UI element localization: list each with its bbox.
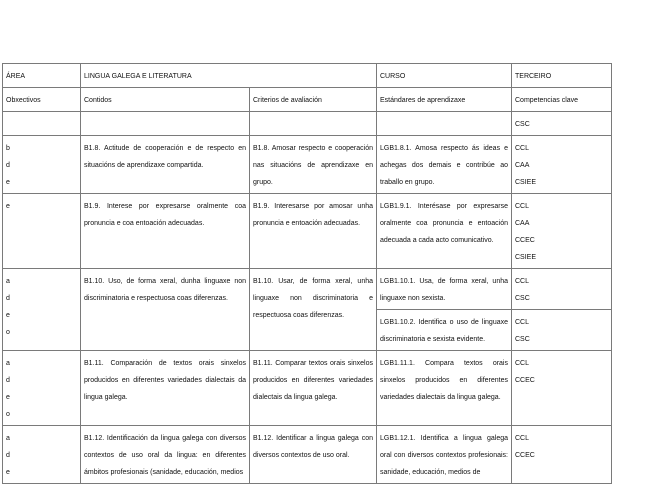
area-label: ÁREA	[3, 64, 81, 88]
obxectivo-letter: e	[6, 394, 10, 401]
table-row	[3, 351, 612, 426]
rows-body	[3, 136, 612, 484]
column-header-row	[3, 88, 612, 112]
estandar-cell: LGB1.10.2. Identifica o uso de linguaxe discriminatoria e sexista evidente.	[377, 310, 512, 351]
obxectivo-letter: o	[6, 411, 10, 418]
criterios-cell: B1.8. Amosar respecto e cooperación nas situacións de aprendizaxe en grupo.	[250, 136, 377, 194]
obxectivo-letter: e	[6, 203, 10, 210]
table-row	[3, 426, 612, 484]
obxectivos-cell	[3, 351, 81, 426]
estandar-cell: LGB1.8.1. Amosa respecto ás ideas e achegas dos demais e contribúe ao traballo en grupo.	[377, 136, 512, 194]
competencias-cell	[512, 136, 612, 194]
competencia-code: CAA	[515, 162, 530, 169]
competencias-cell	[512, 269, 612, 310]
contidos-cell: B1.11. Comparación de textos orais sinxelos producidos en diferentes variedades dialectais da lingua galega.	[81, 351, 250, 426]
contidos-cell: B1.10. Uso, de forma xeral, dunha linguaxe non discriminatoria e respectuosa coas diferenzas.	[81, 269, 250, 351]
obxectivos-cell	[3, 269, 81, 351]
competencia-code: CCL	[515, 203, 530, 210]
obxectivo-letter: e	[6, 312, 10, 319]
obxectivo-letter: a	[6, 360, 10, 367]
top-row	[3, 112, 612, 136]
competencia-code: CCL	[515, 319, 530, 326]
area-value: LINGUA GALEGA E LITERATURA	[81, 64, 377, 88]
competencia-code: CSC	[515, 295, 530, 302]
obxectivo-letter: a	[6, 278, 10, 285]
competencias-cell	[512, 351, 612, 426]
curriculum-table	[2, 63, 612, 484]
contidos-cell: B1.12. Identificación da lingua galega con diversos contextos de uso oral da lingua: en diferentes ámbitos profesionais (sanidade, educación, medios	[81, 426, 250, 484]
table-row	[3, 194, 612, 269]
contidos-cell: B1.8. Actitude de cooperación e de respecto en situacións de aprendizaxe compartida.	[81, 136, 250, 194]
estandar-cell: LGB1.12.1. Identifica a lingua galega oral con diversos contextos profesionais: sanidade, educación, medios de	[377, 426, 512, 484]
competencia-code: CCEC	[515, 237, 535, 244]
contidos-cell: B1.9. Interese por expresarse oralmente coa pronuncia e coa entoación adecuadas.	[81, 194, 250, 269]
col-contidos: Contidos	[81, 88, 250, 112]
top-competencias: CSC	[512, 112, 612, 136]
col-competencias: Competencias clave	[512, 88, 612, 112]
estandar-cell: LGB1.11.1. Compara textos orais sinxelos producidos en diferentes variedades dialectais da lingua galega.	[377, 351, 512, 426]
obxectivos-cell	[3, 136, 81, 194]
competencia-code: CCEC	[515, 452, 535, 459]
obxectivos-cell	[3, 426, 81, 484]
criterios-cell: B1.9. Interesarse por amosar unha pronuncia e entoación adecuadas.	[250, 194, 377, 269]
col-obxectivos: Obxectivos	[3, 88, 81, 112]
competencia-code: CSC	[515, 336, 530, 343]
obxectivo-letter: d	[6, 162, 10, 169]
competencias-cell	[512, 194, 612, 269]
criterios-cell: B1.11. Comparar textos orais sinxelos producidos en diferentes variedades dialectais da lingua galega.	[250, 351, 377, 426]
curso-value: TERCEIRO	[512, 64, 612, 88]
competencia-code: CCL	[515, 278, 530, 285]
col-estandares: Estándares de aprendizaxe	[377, 88, 512, 112]
competencia-code: CSIEE	[515, 179, 537, 186]
obxectivo-letter: d	[6, 295, 10, 302]
curso-label: CURSO	[377, 64, 512, 88]
header-row	[3, 64, 612, 88]
obxectivo-letter: a	[6, 435, 10, 442]
obxectivo-letter: d	[6, 377, 10, 384]
competencia-code: CCEC	[515, 377, 535, 384]
competencias-cell	[512, 426, 612, 484]
estandar-cell: LGB1.9.1. Interésase por expresarse oralmente coa pronuncia e entoación adecuada a cada acto comunicativo.	[377, 194, 512, 269]
competencias-cell	[512, 310, 612, 351]
obxectivo-letter: e	[6, 469, 10, 476]
competencia-code: CCL	[515, 145, 530, 152]
obxectivo-letter: e	[6, 179, 10, 186]
col-criterios: Criterios de avaliación	[250, 88, 377, 112]
competencia-code: CSIEE	[515, 254, 537, 261]
obxectivo-letter: o	[6, 329, 10, 336]
competencia-code: CCL	[515, 360, 530, 367]
criterios-cell: B1.12. Identificar a lingua galega con diversos contextos de uso oral.	[250, 426, 377, 484]
table-row	[3, 136, 612, 194]
criterios-cell: B1.10. Usar, de forma xeral, unha linguaxe non discriminatoria e respectuosa coas diferenzas.	[250, 269, 377, 351]
estandar-cell: LGB1.10.1. Usa, de forma xeral, unha linguaxe non sexista.	[377, 269, 512, 310]
table-row	[3, 269, 612, 310]
obxectivos-cell	[3, 194, 81, 269]
obxectivo-letter: d	[6, 452, 10, 459]
competencia-code: CCL	[515, 435, 530, 442]
competencia-code: CAA	[515, 220, 530, 227]
obxectivo-letter: b	[6, 145, 10, 152]
